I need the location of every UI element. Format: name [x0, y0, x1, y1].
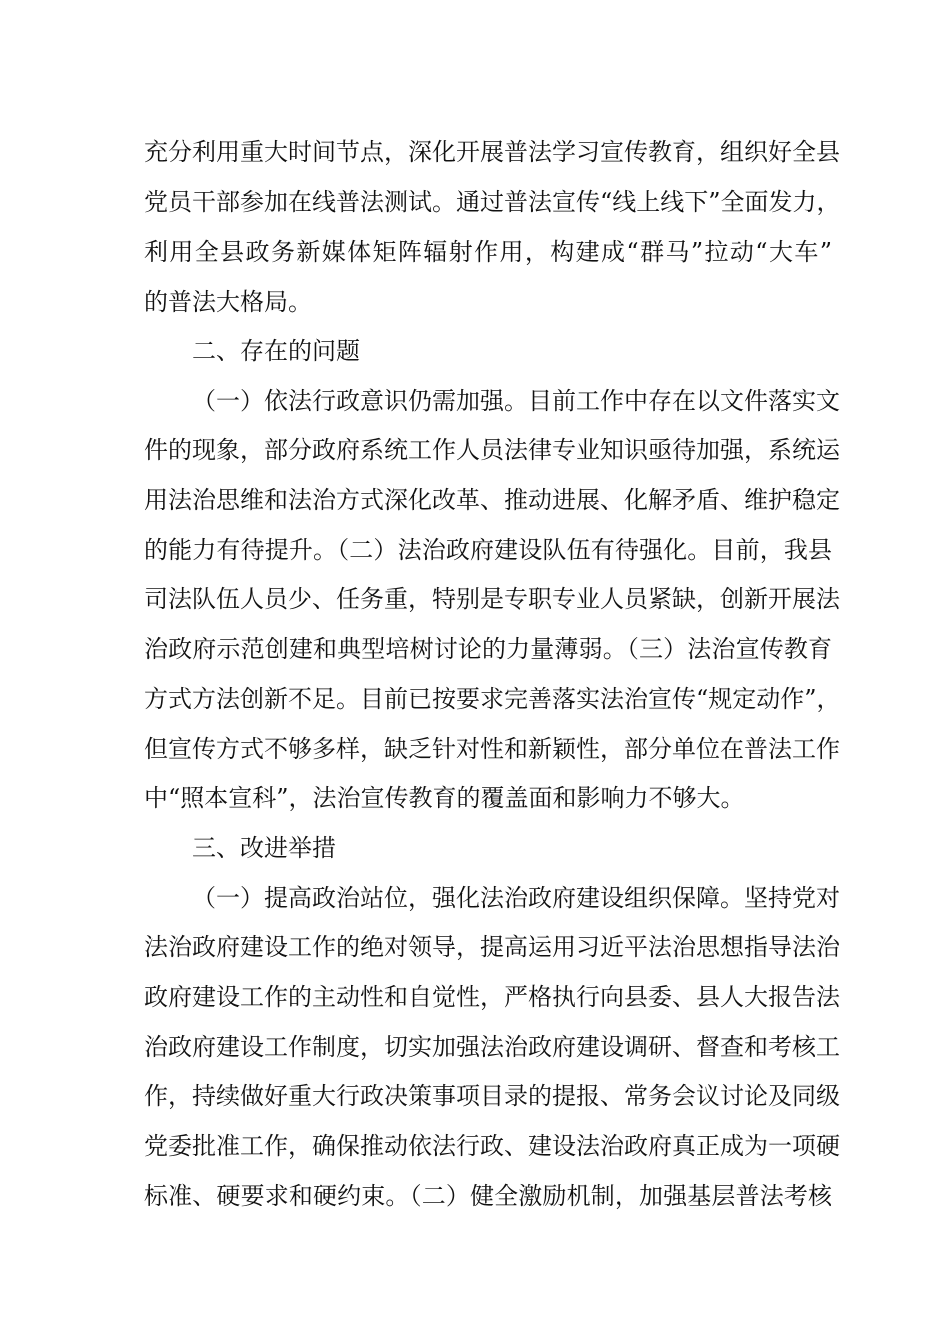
paragraph-line: [0, 574, 950, 624]
line-text: 党员干部参加在线普法测试。通过普法宣传“线上线下”全面发力，: [144, 188, 841, 216]
line-text: （一）提高政治站位，强化法治政府建设组织保障。坚持党对: [192, 884, 840, 912]
paragraph-line: [0, 227, 950, 277]
line-text: 党委批准工作，确保推动依法行政、建设法治政府真正成为一项硬: [144, 1132, 840, 1160]
line-text: 利用全县政务新媒体矩阵辐射作用，构建成“群马”拉动“大车”: [144, 238, 832, 266]
paragraph-line: [0, 724, 950, 774]
paragraph-line: [0, 873, 950, 923]
section-heading-text: 三、改进举措: [192, 834, 336, 862]
paragraph-line: [0, 922, 950, 972]
section-heading-text: 二、存在的问题: [192, 337, 360, 365]
section-heading: [0, 326, 950, 376]
paragraph-line: [0, 624, 950, 674]
paragraph-line: [0, 1121, 950, 1171]
paragraph-line: [0, 277, 950, 327]
line-text: 方式方法创新不足。目前已按要求完善落实法治宣传“规定动作”，: [144, 685, 841, 713]
paragraph-line: [0, 972, 950, 1022]
line-text: 治政府示范创建和典型培树讨论的力量薄弱。（三）法治宣传教育: [144, 635, 832, 663]
line-text: 充分利用重大时间节点，深化开展普法学习宣传教育，组织好全县: [144, 138, 840, 166]
line-text: 但宣传方式不够多样，缺乏针对性和新颖性，部分单位在普法工作: [144, 735, 840, 763]
line-text: （一）依法行政意识仍需加强。目前工作中存在以文件落实文: [192, 387, 840, 415]
paragraph-line: [0, 1022, 950, 1072]
paragraph-line: [0, 425, 950, 475]
line-text: 中“照本宣科”，法治宣传教育的覆盖面和影响力不够大。: [144, 784, 745, 812]
line-text: 的能力有待提升。（二）法治政府建设队伍有待强化。目前，我县: [144, 536, 832, 564]
paragraph-line: [0, 674, 950, 724]
paragraph-line: [0, 1171, 950, 1221]
paragraph-line: [0, 127, 950, 177]
line-text: 用法治思维和法治方式深化改革、推动进展、化解矛盾、维护稳定: [144, 486, 840, 514]
line-text: 治政府建设工作制度，切实加强法治政府建设调研、督查和考核工: [144, 1033, 840, 1061]
paragraph-line: [0, 376, 950, 426]
paragraph-line: [0, 177, 950, 227]
paragraph-line: [0, 773, 950, 823]
line-text: 政府建设工作的主动性和自觉性，严格执行向县委、县人大报告法: [144, 983, 840, 1011]
line-text: 作，持续做好重大行政决策事项目录的提报、常务会议讨论及同级: [144, 1082, 840, 1110]
line-text: 件的现象，部分政府系统工作人员法律专业知识亟待加强，系统运: [144, 436, 840, 464]
line-text: 法治政府建设工作的绝对领导，提高运用习近平法治思想指导法治: [144, 933, 840, 961]
paragraph-line: [0, 475, 950, 525]
paragraph-line: [0, 525, 950, 575]
line-text: 标准、硬要求和硬约束。（二）健全激励机制，加强基层普法考核: [144, 1182, 832, 1210]
section-heading: [0, 823, 950, 873]
line-text: 的普法大格局。: [144, 288, 312, 316]
line-text: 司法队伍人员少、任务重，特别是专职专业人员紧缺，创新开展法: [144, 585, 840, 613]
paragraph-line: [0, 1071, 950, 1121]
